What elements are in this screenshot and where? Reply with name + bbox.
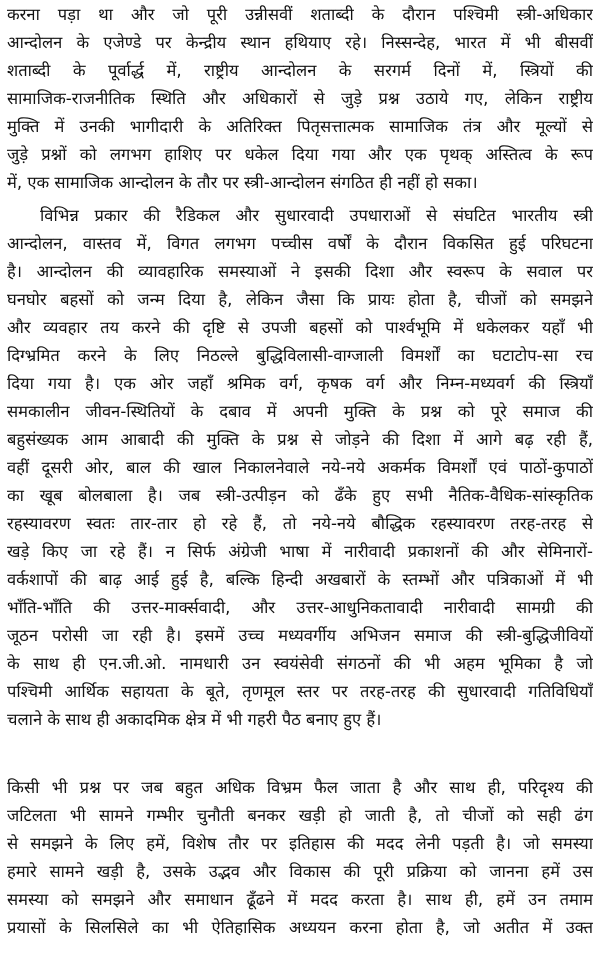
paragraph-3-line-4: हमारे सामने खड़ी है, उसके उद्भव और विकास की पूरी प्रक्रिया को जानना हमें उस: [7, 862, 593, 881]
paragraph-1-line-1: करना पड़ा था और जो पूरी उन्नीसवीं शताब्दी के दौरान पश्चिमी स्त्री-अधिकार: [7, 5, 593, 24]
paragraph-3-line-1: किसी भी प्रश्न पर जब बहुत अधिक विभ्रम फैल जाता है और साथ ही, परिदृश्य की: [7, 778, 593, 797]
paragraph-1-line-4: सामाजिक-राजनीतिक स्थिति और अधिकारों से जुड़े प्रश्न उठाये गए, लेकिन राष्ट्रीय: [7, 89, 593, 108]
paragraph-2-line-16: जूठन परोसी जा रही है। इसमें उच्च मध्यवर्गीय अभिजन समाज की स्त्री-बुद्धिजीवियों: [7, 626, 593, 645]
paragraph-3-line-6: प्रयासों के सिलसिले का भी ऐतिहासिक अध्ययन करना होता है, जो अतीत में उक्त: [7, 918, 593, 937]
paragraph-2-line-4: घनघोर बहसों को जन्म दिया है, लेकिन जैसा कि प्रायः होता है, चीजों को समझने: [7, 290, 593, 309]
paragraph-1-line-7: में, एक सामाजिक आन्दोलन के तौर पर स्त्री-आन्दोलन संगठित ही नहीं हो सका।: [7, 173, 478, 192]
paragraph-2-line-18: पश्चिमी आर्थिक सहायता के बूते, तृणमूल स्तर पर तरह-तरह की सुधारवादी गतिविधियाँ: [7, 682, 593, 701]
paragraph-1-line-3: शताब्दी के पूर्वार्द्ध में, राष्ट्रीय आन्दोलन के सरगर्म दिनों में, स्त्रियों की: [7, 61, 593, 80]
paragraph-2-line-2: आन्दोलन, वास्तव में, विगत लगभग पच्चीस वर्षों के दौरान विकसित हुई परिघटना: [7, 234, 593, 253]
paragraph-2-line-12: रहस्यावरण स्वतः तार-तार हो रहे हैं, तो नये-नये बौद्धिक रहस्यावरण तरह-तरह से: [7, 514, 593, 533]
paragraph-2-line-15: भाँति-भाँति की उत्तर-मार्क्सवादी, और उत्तर-आधुनिकतावादी नारीवादी सामग्री की: [7, 598, 593, 617]
paragraph-2-line-6: दिग्भ्रमित करने के लिए निठल्ले बुद्धिविलासी-वाग्जाली विमर्शों का घटाटोप-सा रच: [7, 346, 593, 365]
paragraph-2-line-13: खड़े किए जा रहे हैं। न सिर्फ अंग्रेजी भाषा में नारीवादी प्रकाशनों की और सेमिनारों-: [7, 542, 593, 561]
paragraph-2-line-17: के साथ ही एन.जी.ओ. नामधारी उन स्वयंसेवी संगठनों की भी अहम भूमिका है जो: [7, 654, 593, 673]
paragraph-1-line-2: आन्दोलन के एजेण्डे पर केन्द्रीय स्थान हथियाए रहे। निस्सन्देह, भारत में भी बीसवीं: [7, 33, 593, 52]
paragraph-2-line-11: का खूब बोलबाला है। जब स्त्री-उत्पीड़न को ढँके हुए सभी नैतिक-वैधिक-सांस्कृतिक: [7, 486, 593, 505]
paragraph-1-line-5: मुक्ति में उनकी भागीदारी के अतिरिक्त पितृसत्तात्मक सामाजिक तंत्र और मूल्यों से: [7, 117, 593, 136]
paragraph-2-line-7: दिया गया है। एक ओर जहाँ श्रमिक वर्ग, कृषक वर्ग और निम्न-मध्यवर्ग की स्त्रियाँ: [7, 374, 593, 393]
paragraph-2-line-14: वर्कशापों की बाढ़ आई हुई है, बल्कि हिन्दी अखबारों के स्तम्भों और पत्रिकाओं में भी: [7, 570, 593, 589]
paragraph-2-line-1: विभिन्न प्रकार की रैडिकल और सुधारवादी उपधाराओं से संघटित भारतीय स्त्री: [40, 206, 593, 225]
paragraph-2-line-8: समकालीन जीवन-स्थितियों के दबाव में अपनी मुक्ति के प्रश्न को पूरे समाज की: [7, 402, 593, 421]
paragraph-1-line-6: जुड़े प्रश्नों को लगभग हाशिए पर धकेल दिया गया और एक पृथक् अस्तित्व के रूप: [7, 145, 593, 164]
paragraph-2-line-10: वहीं दूसरी ओर, बाल की खाल निकालनेवाले नये-नये अकर्मक विमर्शों एवं पाठों-कुपाठों: [7, 458, 593, 477]
paragraph-3-line-3: से समझने के लिए हमें, विशेष तौर पर इतिहास की मदद लेनी पड़ती है। जो समस्या: [7, 834, 593, 853]
paragraph-2-line-3: है। आन्दोलन की व्यावहारिक समस्याओं ने इसकी दिशा और स्वरूप के सवाल पर: [7, 262, 593, 281]
paragraph-2-line-5: और व्यवहार तय करने की दृष्टि से उपजी बहसों को पार्श्वभूमि में धकेलकर यहाँ भी: [7, 318, 593, 337]
paragraph-3-line-5: समस्या को समझने और समाधान ढूँढने में मदद करता है। साथ ही, हमें उन तमाम: [7, 890, 593, 909]
paragraph-2-line-19: चलाने के साथ ही अकादमिक क्षेत्र में भी गहरी पैठ बनाए हुए हैं।: [7, 710, 382, 729]
paragraph-3-line-2: जटिलता भी सामने गम्भीर चुनौती बनकर खड़ी हो जाती है, तो चीजों को सही ढंग: [7, 806, 593, 825]
paragraph-2-line-9: बहुसंख्यक आम आबादी की मुक्ति के प्रश्न से जोड़ने की दिशा में आगे बढ़ रही हैं,: [7, 430, 593, 449]
